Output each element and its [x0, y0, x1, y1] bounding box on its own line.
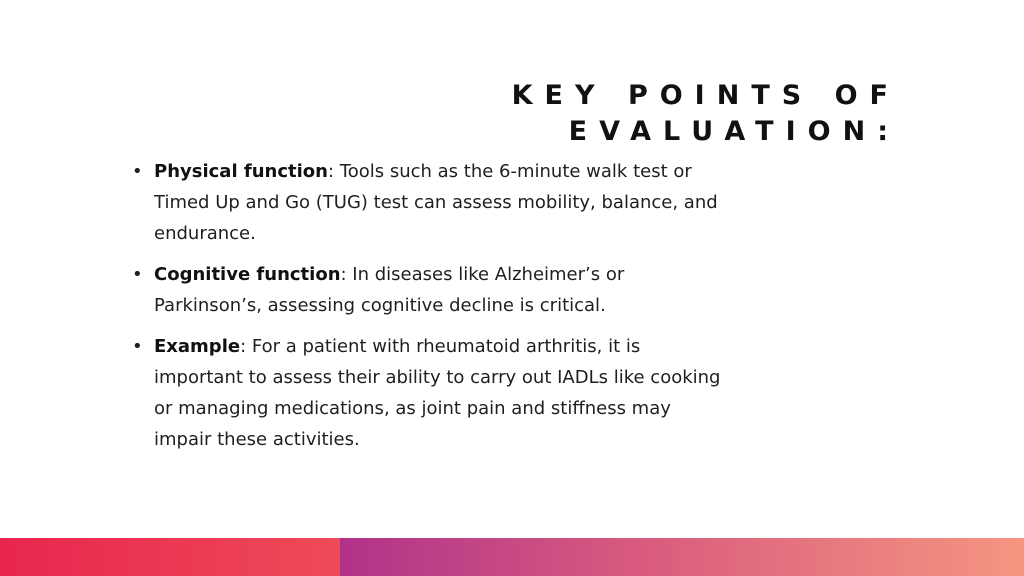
bullet-term: Example [154, 336, 241, 357]
bullet-text: : In diseases like Alzheimer’s or Parkinson’s, assessing cognitive decline is critical. [154, 264, 625, 316]
footer-accent-bar-left [0, 538, 340, 576]
slide-title [380, 78, 900, 150]
bullet-item-physical-function [130, 156, 730, 249]
bullet-term: Physical function [154, 161, 328, 182]
bullet-item-cognitive-function [130, 259, 730, 321]
bullet-text: : For a patient with rheumatoid arthritis, it is important to assess their ability to carry out IADLs like cooking or managing medications, as joint pain and stiffness may impair these activities. [154, 336, 721, 450]
bullet-marker: • [132, 161, 143, 182]
bullet-list [130, 156, 730, 465]
slide-title-line2: EVALUATION: [568, 116, 900, 147]
slide-title-line1: KEY POINTS OF [511, 80, 900, 111]
bullet-term: Cognitive function [154, 264, 341, 285]
bullet-marker: • [132, 336, 143, 357]
footer-accent-bar-right [340, 538, 1024, 576]
bullet-marker: • [132, 264, 143, 285]
bullet-text: : Tools such as the 6-minute walk test or Timed Up and Go (TUG) test can assess mobility, balance, and endurance. [154, 161, 718, 244]
bullet-item-example [130, 331, 730, 455]
